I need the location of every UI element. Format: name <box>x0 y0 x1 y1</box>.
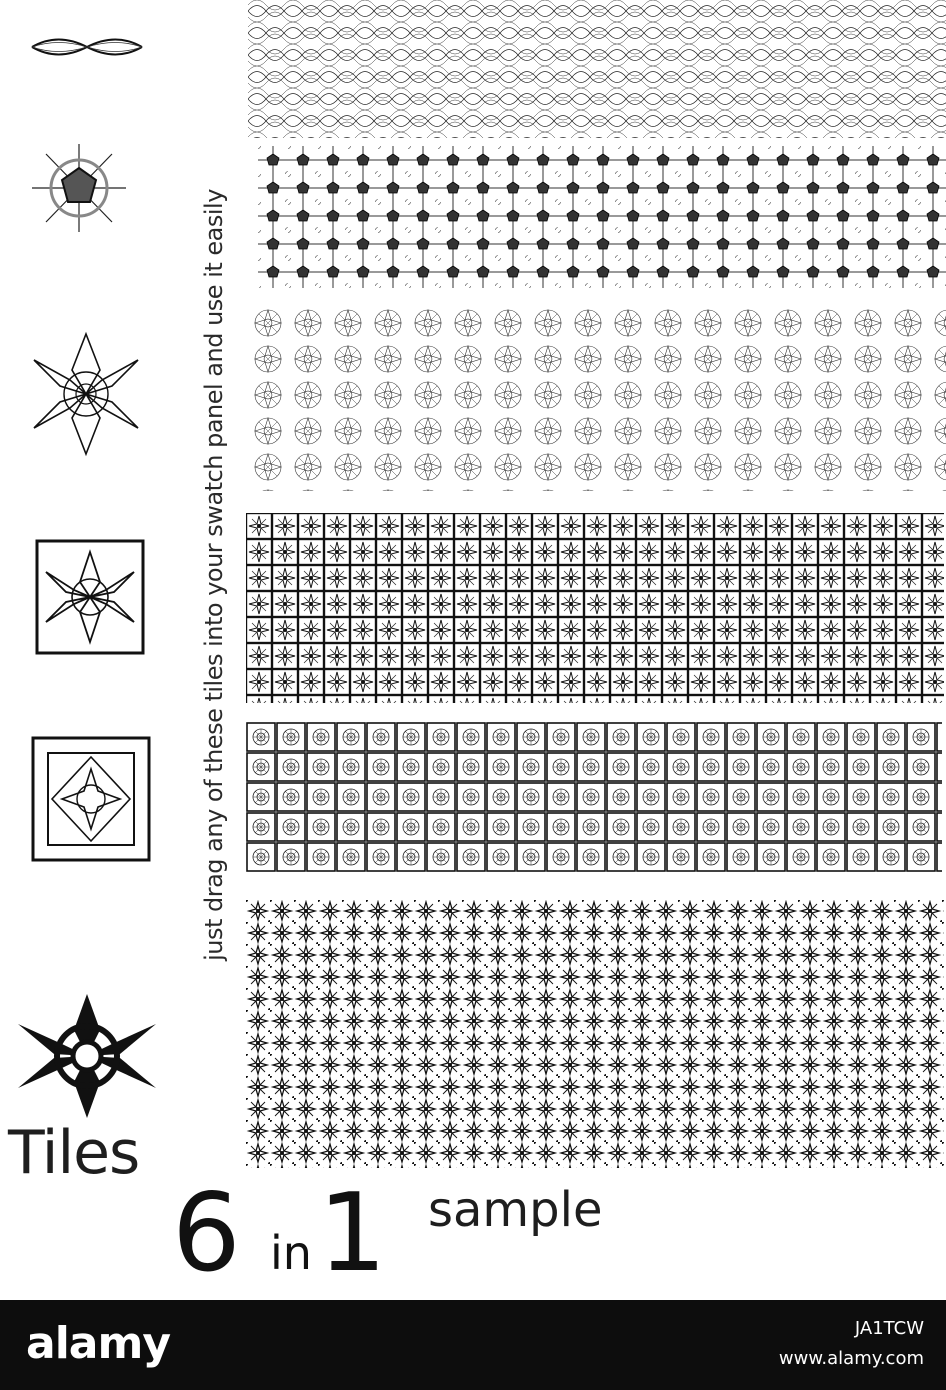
swatch-pentagon[interactable] <box>258 146 946 288</box>
flower-star-tile-icon[interactable] <box>30 330 142 458</box>
swatch-framed-star[interactable] <box>246 513 944 703</box>
title-in: in <box>270 1226 312 1280</box>
swatch-wave[interactable] <box>248 0 946 138</box>
swatch-bold-star[interactable] <box>246 900 944 1168</box>
pentagon-star-tile-icon[interactable] <box>28 140 130 236</box>
sample-label: sample <box>428 1182 603 1238</box>
title-six: 6 <box>172 1171 241 1296</box>
swatch-flower-star[interactable] <box>248 305 946 491</box>
footer-image-id: JA1TCW <box>854 1318 924 1339</box>
swatch-double-framed[interactable] <box>246 722 942 872</box>
footer-logo: alamy <box>26 1318 170 1369</box>
footer-site: www.alamy.com <box>778 1348 924 1369</box>
wave-tile-icon[interactable] <box>28 30 146 64</box>
title-tiles: Tiles <box>8 1118 140 1188</box>
double-framed-star-tile-icon[interactable] <box>30 735 152 863</box>
bold-star-tile-icon[interactable] <box>14 990 160 1122</box>
footer-bar <box>0 1300 946 1390</box>
framed-star-tile-icon[interactable] <box>34 538 146 656</box>
title-one: 1 <box>318 1171 387 1296</box>
